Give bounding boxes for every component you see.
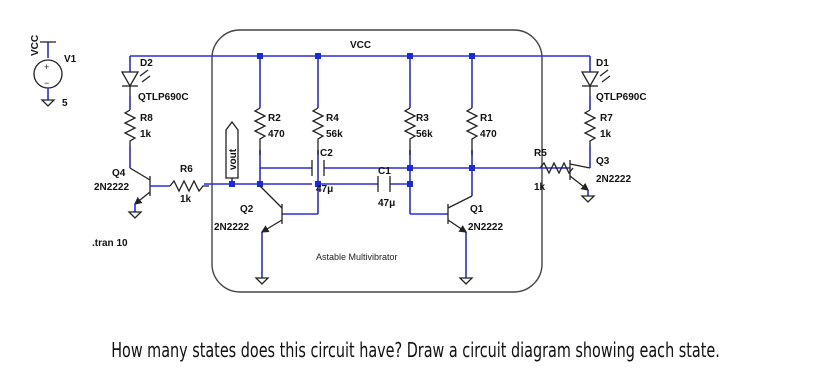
v1-value: 5 bbox=[62, 98, 68, 109]
r5-value: 1k bbox=[534, 182, 546, 193]
q3-model: 2N2222 bbox=[596, 174, 632, 185]
q2-name: Q2 bbox=[240, 204, 254, 215]
transistor-q2 bbox=[214, 186, 282, 284]
d2-model: QTLP690C bbox=[138, 92, 189, 103]
r6-name: R6 bbox=[180, 164, 193, 175]
r2-name: R2 bbox=[268, 113, 281, 124]
resistor-r6 bbox=[170, 164, 209, 205]
r4-name: R4 bbox=[326, 113, 339, 124]
d2-name: D2 bbox=[140, 58, 153, 69]
d1-model: QTLP690C bbox=[596, 92, 647, 103]
vout-net-flag bbox=[226, 122, 239, 178]
r2-value: 470 bbox=[268, 129, 285, 140]
junction-dots bbox=[229, 53, 475, 187]
svg-text:−: − bbox=[44, 78, 50, 88]
vcc-rail-label: VCC bbox=[350, 40, 372, 51]
wiring bbox=[130, 56, 590, 278]
vout-label: vout bbox=[228, 148, 239, 170]
vcc-net-flag: VCC bbox=[30, 34, 41, 56]
r7-name: R7 bbox=[600, 113, 613, 124]
r8-value: 1k bbox=[140, 129, 152, 140]
transistor-q4 bbox=[94, 168, 170, 218]
c1-value: 47μ bbox=[378, 198, 396, 209]
resistor-r3 bbox=[405, 108, 433, 155]
c2-value: 47μ bbox=[316, 184, 334, 195]
d1-name: D1 bbox=[596, 58, 609, 69]
voltage-source-v1 bbox=[30, 35, 77, 109]
svg-text:+: + bbox=[44, 62, 50, 72]
c1-name: C1 bbox=[378, 166, 391, 177]
q4-name: Q4 bbox=[112, 168, 126, 179]
r8-name: R8 bbox=[140, 113, 153, 124]
resistor-r1 bbox=[467, 108, 497, 155]
q2-model: 2N2222 bbox=[214, 222, 250, 233]
resistor-r7 bbox=[585, 110, 613, 146]
capacitor-c1 bbox=[378, 166, 395, 209]
r4-value: 56k bbox=[326, 129, 343, 140]
q4-model: 2N2222 bbox=[94, 182, 130, 193]
transistor-q3 bbox=[570, 156, 631, 202]
tran-directive: .tran 10 bbox=[92, 238, 128, 249]
q3-name: Q3 bbox=[596, 156, 610, 167]
r1-value: 470 bbox=[480, 129, 497, 140]
resistor-r8 bbox=[125, 110, 153, 146]
r5-name: R5 bbox=[534, 148, 547, 159]
v1-label: V1 bbox=[64, 54, 77, 65]
question-text: How many states does this circuit have? Draw a circuit diagram showing each state. bbox=[111, 338, 720, 362]
led-d1 bbox=[582, 58, 647, 103]
r3-value: 56k bbox=[416, 129, 433, 140]
q1-model: 2N2222 bbox=[468, 222, 504, 233]
c2-name: C2 bbox=[320, 148, 333, 159]
resistor-r2 bbox=[255, 108, 285, 155]
capacitor-c2 bbox=[312, 148, 333, 195]
r6-value: 1k bbox=[180, 194, 192, 205]
transistor-q1 bbox=[448, 196, 503, 284]
r3-name: R3 bbox=[416, 113, 429, 124]
r7-value: 1k bbox=[600, 129, 612, 140]
resistor-r5 bbox=[534, 148, 573, 193]
r1-name: R1 bbox=[480, 113, 493, 124]
q1-name: Q1 bbox=[470, 204, 484, 215]
led-d2 bbox=[122, 58, 189, 103]
circuit-caption: Astable Multivibrator bbox=[316, 252, 398, 262]
